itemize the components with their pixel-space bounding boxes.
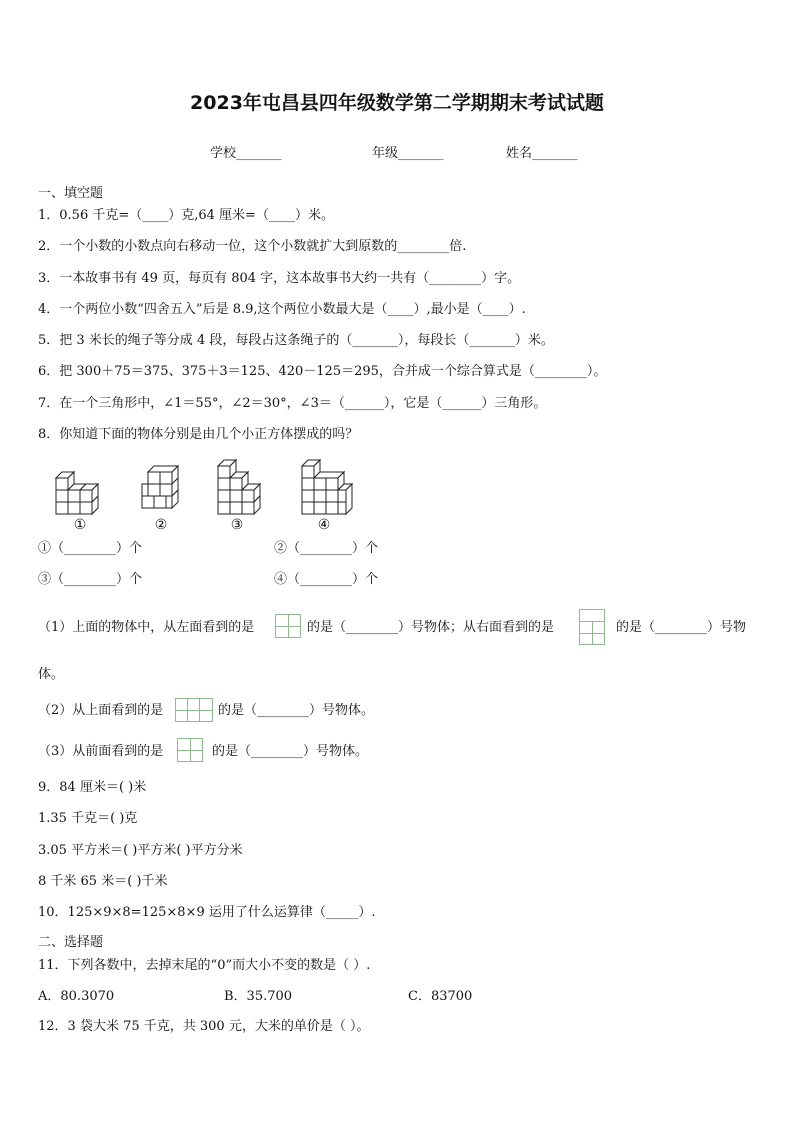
name-field: 姓名_______ xyxy=(506,146,578,161)
cube-label-1: ① xyxy=(73,517,87,533)
page-title: 2023年屯昌县四年级数学第二学期期末考试试题 xyxy=(190,92,604,114)
top-view-grid-icon xyxy=(175,698,213,722)
section-multiple-choice: 二、选择题 xyxy=(38,935,104,950)
q11-option-c: C．83700 xyxy=(408,989,473,1004)
subq2-text-a: （2）从上面看到的是 xyxy=(38,703,164,718)
q11-option-b: B．35.700 xyxy=(224,989,293,1004)
section-fill-blank: 一、填空题 xyxy=(38,186,104,201)
subq3-text-b: 的是（________）号物体。 xyxy=(212,744,369,759)
cube-figure-2 xyxy=(138,462,186,514)
subq1-text-b: 的是（________）号物体；从右面看到的是 xyxy=(307,620,555,635)
question-1: 1．0.56 千克=（____）克,64 厘米=（____）米。 xyxy=(38,208,334,223)
question-4: 4．一个两位小数“四舍五入”后是 8.9,这个两位小数最大是（____）,最小是（____）. xyxy=(38,302,526,317)
left-view-grid-icon xyxy=(275,614,301,638)
question-9-line-1: 9．84 厘米＝( )米 xyxy=(38,780,147,795)
question-11: 11．下列各数中，去掉末尾的“0”而大小不变的数是（ ）. xyxy=(38,958,371,973)
answer-blank-2: ②（________）个 xyxy=(274,541,379,556)
question-2: 2．一个小数的小数点向右移动一位，这个小数就扩大到原数的________倍. xyxy=(38,239,467,254)
question-12: 12．3 袋大米 75 千克，共 300 元，大米的单价是（ ）。 xyxy=(38,1019,370,1034)
answer-blank-1: ①（________）个 xyxy=(38,541,143,556)
subq3-text-a: （3）从前面看到的是 xyxy=(38,744,164,759)
question-9-line-2: 1.35 千克＝( )克 xyxy=(38,811,138,826)
answer-blank-3: ③（________）个 xyxy=(38,572,143,587)
question-10: 10．125×9×8=125×8×9 运用了什么运算律（_____）. xyxy=(38,905,376,920)
cube-label-3: ③ xyxy=(230,517,244,533)
question-7: 7．在一个三角形中，∠1＝55°，∠2＝30°，∠3＝（______），它是（______）三角形。 xyxy=(38,396,547,411)
subq2-text-b: 的是（________）号物体。 xyxy=(218,703,375,718)
cube-figure-4 xyxy=(296,458,356,514)
q11-option-a: A．80.3070 xyxy=(38,989,115,1004)
question-6: 6．把 300＋75＝375、375＋3＝125、420－125＝295，合并成一个综合算式是（________）。 xyxy=(38,364,607,379)
question-5: 5．把 3 米长的绳子等分成 4 段，每段占这条绳子的（_______），每段长（_______）米。 xyxy=(38,333,554,348)
cube-label-2: ② xyxy=(154,517,168,533)
cube-label-4: ④ xyxy=(317,517,331,533)
question-9-line-3: 3.05 平方米＝( )平方米( )平方分米 xyxy=(38,843,243,858)
cube-figure-1 xyxy=(52,468,108,514)
cube-figure-3 xyxy=(212,458,264,514)
right-view-grid-icon xyxy=(579,609,605,645)
subq1-text-c: 的是（________）号物 xyxy=(616,620,747,635)
question-9-line-4: 8 千米 65 米＝( )千米 xyxy=(38,874,168,889)
grade-field: 年级_______ xyxy=(372,146,444,161)
front-view-grid-icon xyxy=(177,738,203,762)
answer-blank-4: ④（________）个 xyxy=(274,572,379,587)
school-field: 学校_______ xyxy=(210,146,282,161)
question-8: 8．你知道下面的物体分别是由几个小正方体摆成的吗？ xyxy=(38,427,359,442)
subq1-text-d: 体。 xyxy=(38,667,65,682)
subq1-text-a: （1）上面的物体中，从左面看到的是 xyxy=(38,620,255,635)
question-3: 3．一本故事书有 49 页，每页有 804 字，这本故事书大约一共有（________）字。 xyxy=(38,271,521,286)
